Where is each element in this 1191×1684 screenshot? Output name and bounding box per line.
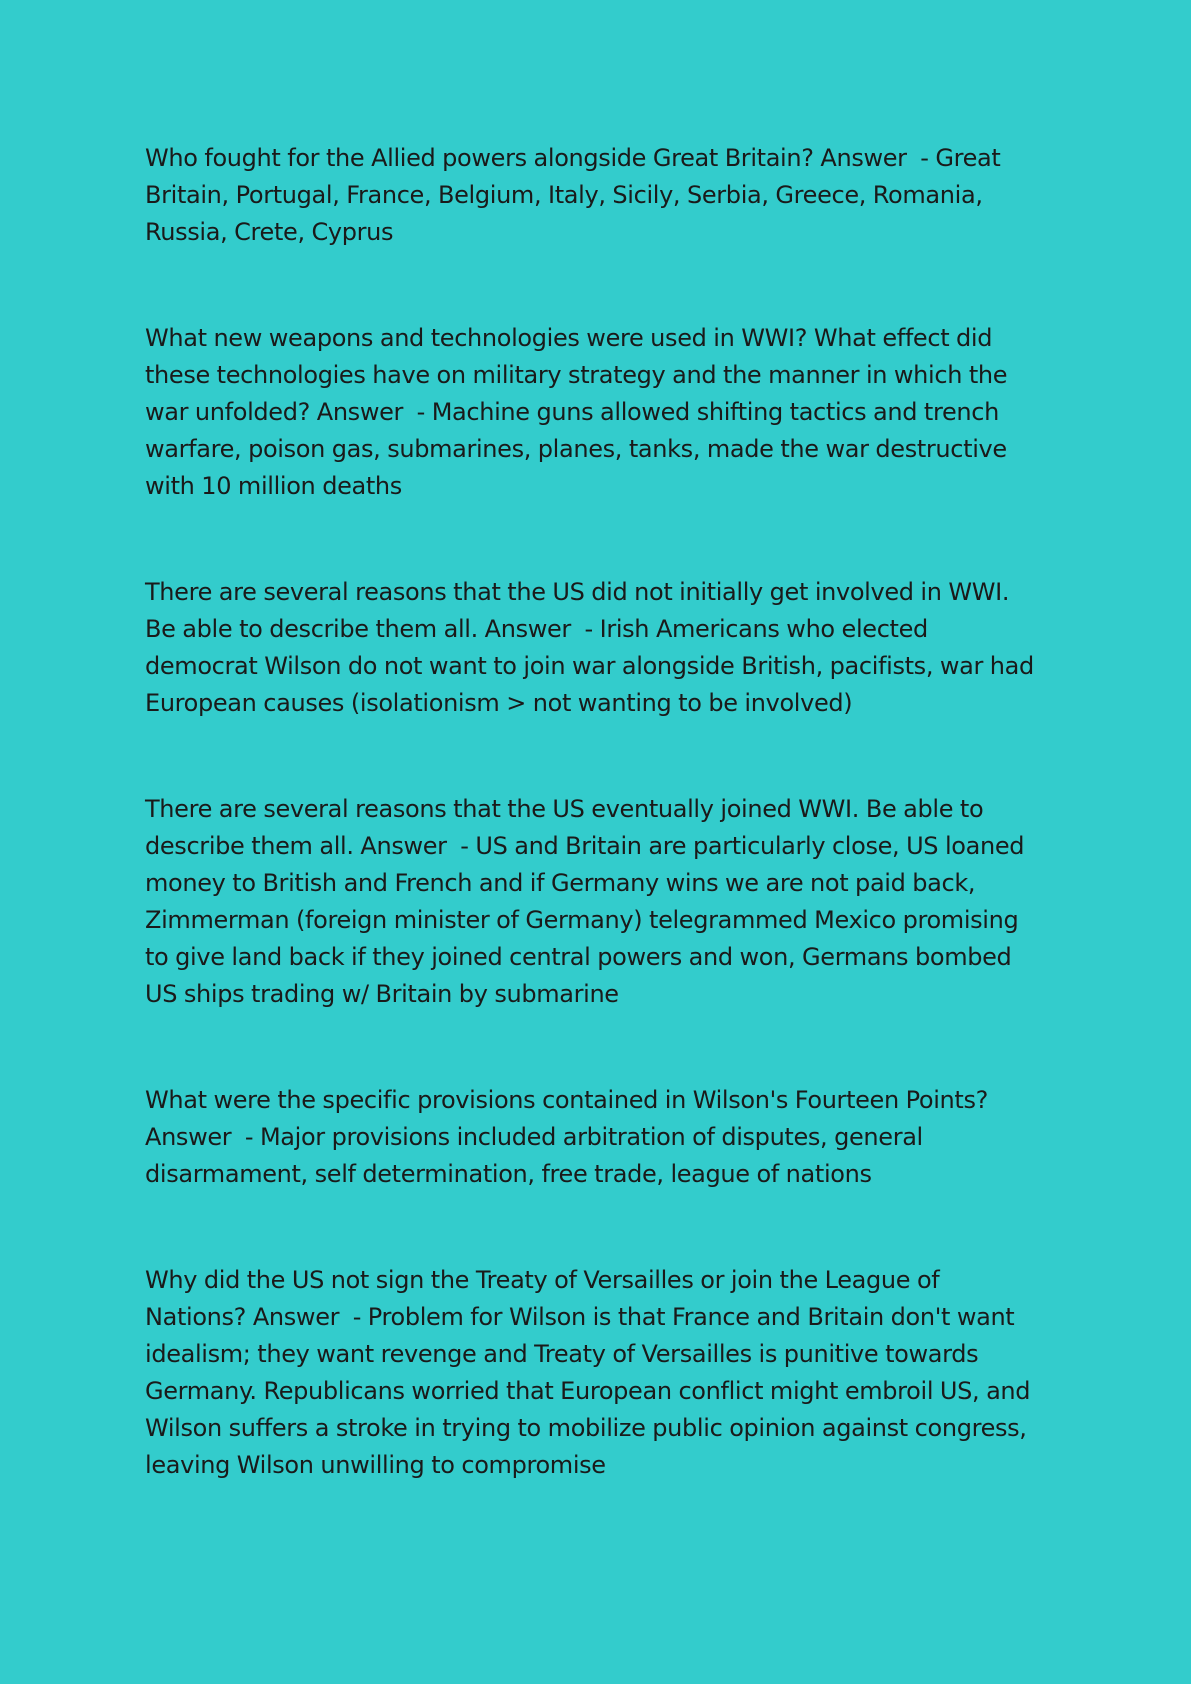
qa-entry-text: There are several reasons that the US did not initially get involved in WWI. Be able to describe them all. Answer - Irish Americans who elected democrat Wilson do not want to join war alongside British, pacifists, war had European causes (isolationism > not wanting to be involved) (145, 578, 1041, 717)
qa-entry-text: Why did the US not sign the Treaty of Versailles or join the League of Nations? Answer - Problem for Wilson is that France and Britain don't want idealism; they want revenge and Treaty of Versailles is punitive towards Germany. Republicans worried that European conflict might embroil US, and Wilson suffers a stroke in trying to mobilize public opinion against congress, leaving Wilson unwilling to compromise (145, 1266, 1037, 1479)
qa-entry-allied-powers (145, 140, 1045, 251)
qa-entry-us-joined (145, 791, 1045, 1013)
qa-entry-treaty-versailles (145, 1262, 1045, 1484)
qa-entry-weapons-technologies (145, 320, 1045, 505)
qa-entry-text: What were the specific provisions contained in Wilson's Fourteen Points? Answer - Major provisions included arbitration of disputes, general disarmament, self determination, free trade, league of nations (145, 1086, 995, 1188)
qa-entry-text: What new weapons and technologies were used in WWI? What effect did these technologies have on military strategy and the manner in which the war unfolded? Answer - Machine guns allowed shifting tactics and trench warfare, poison gas, submarines, planes, tanks, made the war destructive with 10 million deaths (145, 324, 1014, 500)
qa-entry-us-not-involved (145, 574, 1045, 722)
qa-entry-fourteen-points (145, 1082, 1045, 1193)
qa-entry-text: Who fought for the Allied powers alongside Great Britain? Answer - Great Britain, Portugal, France, Belgium, Italy, Sicily, Serbia, Greece, Romania, Russia, Crete, Cyprus (145, 144, 1008, 246)
document-page (145, 140, 1045, 1484)
qa-entry-text: There are several reasons that the US eventually joined WWI. Be able to describe them all. Answer - US and Britain are particularly close, US loaned money to British and French and if Germany wins we are not paid back, Zimmerman (foreign minister of Germany) telegrammed Mexico promising to give land back if they joined central powers and won, Germans bombed US ships trading w/ Britain by submarine (145, 795, 1031, 1008)
